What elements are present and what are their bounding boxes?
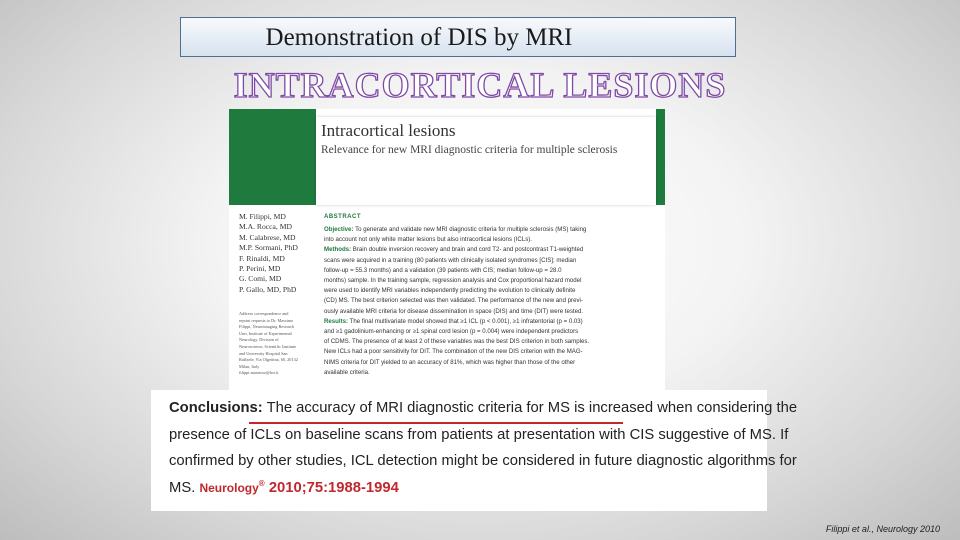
conclusions-label: Conclusions: (169, 400, 263, 416)
author: P. Perini, MD (239, 264, 281, 274)
heading: INTRACORTICAL LESIONS (233, 65, 727, 105)
abstract-line (324, 317, 654, 327)
author: M.P. Sormani, PhD (239, 243, 298, 253)
affiliation-line: Neuroscience, Scientific Institute (239, 343, 297, 349)
highlight-underline (249, 422, 623, 424)
methods-text: Brain double inversion recovery and brain and cord T2- and postcontrast T1-weighted (352, 246, 584, 254)
registered-icon: ® (258, 479, 265, 488)
author: G. Comi, MD (239, 274, 282, 284)
abstract-line: months) sample. In the training sample, regression analysis and Cox proportional hazard model (324, 277, 582, 285)
methods-label: Methods: (324, 246, 352, 254)
author: M.A. Rocca, MD (239, 222, 292, 232)
abstract-line (324, 245, 654, 255)
affiliation-line: reprint requests to Dr. Massimo (239, 317, 294, 323)
conclusions-line-1-rest: when considering the (657, 400, 798, 416)
citation: Filippi et al., Neurology 2010 (825, 524, 940, 534)
conclusions-line-1 (169, 400, 797, 416)
journal-banner-right (656, 109, 665, 205)
conclusions-line-4-start: MS. (169, 479, 196, 496)
article-subtitle: Relevance for new MRI diagnostic criteria for multiple sclerosis (321, 144, 618, 156)
affiliation-line: Filippi, Neuroimaging Research (239, 324, 295, 330)
conclusions-highlight: The accuracy of MRI diagnostic criteria for MS is increased (266, 400, 654, 416)
author: M. Calabrese, MD (239, 232, 296, 242)
objective-label: Objective: (324, 226, 354, 233)
author: F. Rinaldi, MD (239, 253, 285, 263)
conclusions-line-2: presence of ICLs on baseline scans from patients at presentation with CIS suggestive of MS. If (169, 427, 789, 443)
affiliation-line: Neurology, Division of (239, 337, 279, 343)
abstract-label: ABSTRACT (324, 214, 361, 220)
article-title-box (316, 117, 656, 205)
conclusions-line-3: confirmed by other studies, ICL detection might be considered in future diagnostic algorithms for (169, 453, 797, 469)
abstract-line: into account not only white matter lesions but also intracortical lesions (ICLs). (324, 236, 532, 244)
abstract-text (324, 225, 654, 378)
abstract-line: New ICLs had a poor sensitivity for DIT. The combination of the new DIS criterion with the MAG- (324, 348, 583, 356)
abstract-line: (CD) MS. The best criterion selected was then validated. The performance of the new and previ- (324, 297, 583, 305)
author: M. Filippi, MD (239, 212, 286, 221)
abstract-line: available criteria. (324, 368, 370, 376)
affiliation-line: Raffaele, Via Olgettina, 60, 20132 (239, 357, 298, 363)
journal-name: Neurology (199, 480, 259, 495)
correspondence-note (239, 311, 315, 377)
abstract-line: of CDMS. The presence of at least 2 of these variables was the best DIS criterion in both samples. (324, 338, 590, 346)
affiliation-line: and University Hospital San (239, 350, 288, 356)
results-text: The final multivariate model showed that ≥1 ICL (p < 0.001), ≥1 infratentorial (p = 0.03) (349, 317, 583, 325)
article-image (229, 109, 665, 399)
affiliation-line: filippi.massimo@hsr.it (239, 370, 279, 376)
abstract-line: scans were acquired in a training (80 patients with clinically isolated syndromes [CIS]; median (324, 256, 577, 264)
affiliation-line: Milan, Italy (239, 363, 260, 369)
conclusions-box (151, 390, 798, 511)
conclusions-line-4 (169, 479, 399, 496)
abstract-line: follow-up = 55.3 months) and a validation (39 patients with CIS; median follow-up = 28.0 (324, 266, 562, 274)
article-title: Intracortical lesions (321, 121, 456, 140)
abstract-line: NIMS criteria for DIT yielded to an accuracy of 81%, which was higher than those of the other (324, 358, 576, 366)
author: P. Gallo, MD, PhD (239, 284, 297, 294)
abstract-line: were used to identify MRI variables independently predicting the evolution to clinically definite (324, 287, 576, 295)
abstract-line: ously available MRI criteria for disease dissemination in space (DIS) and time (DIT) were tested. (324, 307, 584, 315)
journal-reference: 2010;75:1988-1994 (268, 479, 399, 496)
abstract-line (324, 225, 654, 235)
objective-text: To generate and validate new MRI diagnostic criteria for multiple sclerosis (MS) taking (355, 226, 587, 233)
slide-title: Demonstration of DIS by MRI (180, 17, 736, 57)
author-list (239, 212, 319, 295)
affiliation-line: Address correspondence and (239, 311, 289, 316)
abstract-line: and ≥1 gadolinium-enhancing or ≥1 spinal cord lesion (p = 0.004) were independent predictors (324, 328, 579, 336)
results-label: Results: (324, 317, 349, 325)
affiliation-line: Unit, Institute of Experimental (239, 330, 292, 336)
journal-banner-left (229, 109, 316, 205)
